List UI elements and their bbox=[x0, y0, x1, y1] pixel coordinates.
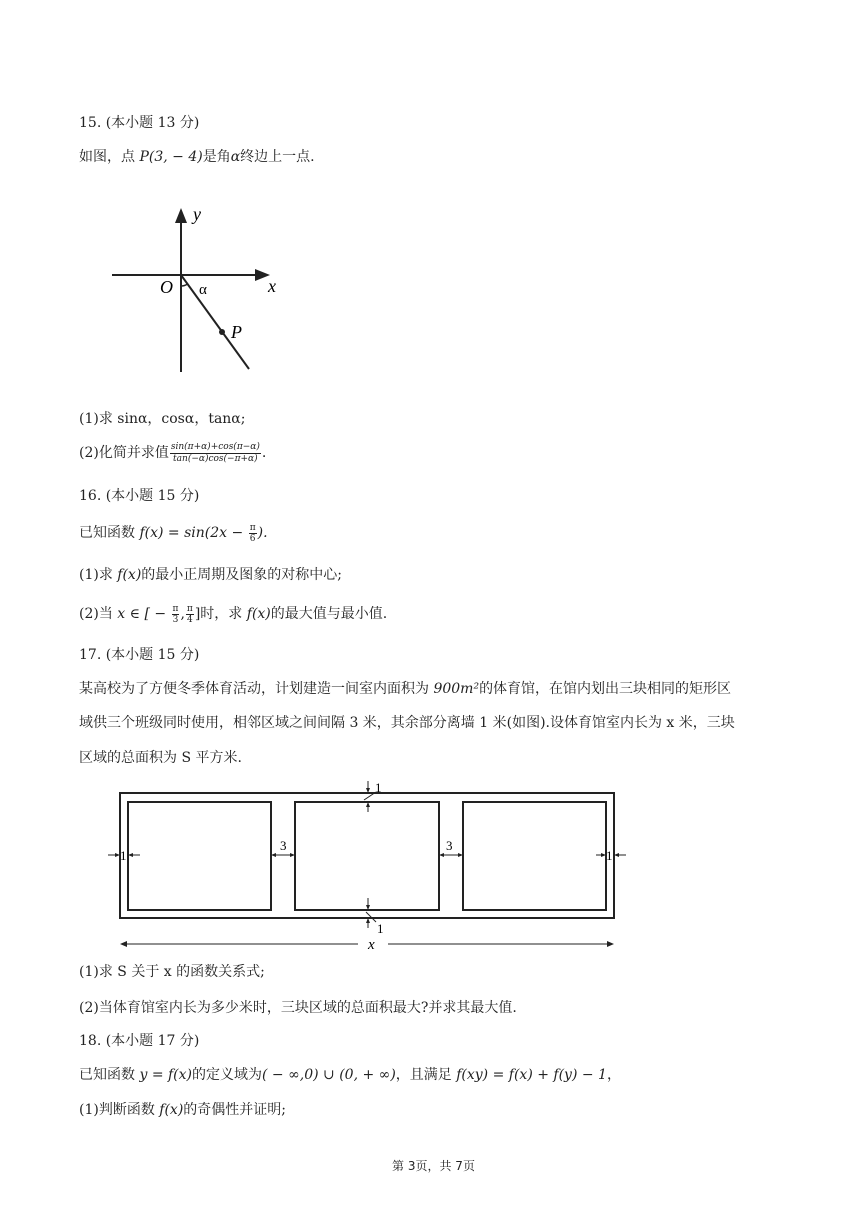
q16-comma: , bbox=[180, 606, 185, 622]
q16-pi-b: π bbox=[186, 603, 193, 614]
q18-intro-eq: f(xy) = f(x) + f(y) − 1 bbox=[456, 1067, 607, 1083]
q18-intro-d: ， bbox=[606, 1067, 621, 1083]
q16-part1-a: (1)求 bbox=[79, 567, 118, 583]
gym-figure bbox=[100, 778, 640, 953]
gym-outer-wall bbox=[120, 793, 614, 918]
q17-header: 17. (本小题 15 分) bbox=[79, 647, 200, 663]
page-footer: 第 3页，共 7页 bbox=[392, 1159, 475, 1173]
q15-intro-point: P(3, − 4) bbox=[139, 149, 203, 165]
length-x-label: x bbox=[368, 937, 375, 953]
q16-part2-func: f(x) bbox=[246, 606, 271, 622]
q16-pi-a: π bbox=[172, 603, 179, 614]
q16-pi-over-3 bbox=[172, 604, 180, 625]
q15-part2-suffix: . bbox=[261, 445, 267, 461]
q18-intro-func: y = f(x) bbox=[139, 1067, 192, 1083]
q16-pi-num: π bbox=[249, 522, 256, 533]
q16-part2-x: x bbox=[117, 606, 126, 622]
q16-part2-a: (2)当 bbox=[79, 606, 118, 622]
area-middle bbox=[295, 802, 439, 910]
q17-line1-area: 900m² bbox=[433, 681, 480, 697]
q16-intro-prefix: 已知函数 bbox=[79, 525, 140, 541]
x-label: x bbox=[268, 276, 276, 296]
q16-part1-b: 的最小正周期及图象的对称中心; bbox=[141, 567, 343, 583]
q16-three: 3 bbox=[172, 614, 179, 625]
q16-part2-c: 的最大值与最小值. bbox=[270, 606, 388, 622]
q16-part2-in: ∈ [ − bbox=[125, 606, 171, 622]
q18-part1-a: (1)判断函数 bbox=[79, 1102, 160, 1118]
q15-fraction bbox=[170, 442, 261, 465]
bottom-margin-label: 1 bbox=[377, 921, 384, 936]
q17-part1: (1)求 S 关于 x 的函数关系式; bbox=[79, 964, 265, 980]
q16-six: 6 bbox=[249, 533, 256, 544]
q16-part1 bbox=[79, 565, 342, 585]
length-head-left bbox=[120, 941, 127, 947]
q15-frac-den: tan(−α)cos(−π+α) bbox=[173, 453, 258, 464]
q18-part1-func: f(x) bbox=[159, 1102, 184, 1118]
right-margin-label: 1 bbox=[606, 848, 613, 863]
q17-line3: 区域的总面积为 S 平方米. bbox=[79, 750, 242, 766]
q18-intro-b: 的定义域为 bbox=[192, 1067, 262, 1083]
q16-intro-eq: = sin(2x − bbox=[163, 525, 248, 541]
q18-intro-a: 已知函数 bbox=[79, 1067, 140, 1083]
q15-part2-prefix: (2)化简并求值 bbox=[79, 445, 169, 461]
q16-intro bbox=[79, 520, 268, 546]
area-right bbox=[463, 802, 606, 910]
y-label: y bbox=[193, 204, 201, 224]
q16-part2-b: ]时，求 bbox=[194, 606, 247, 622]
top-margin-label: 1 bbox=[375, 780, 382, 795]
q15-intro bbox=[79, 147, 315, 167]
q15-part2 bbox=[79, 440, 266, 466]
q17-line1 bbox=[79, 679, 731, 699]
q16-pi-over-4 bbox=[186, 604, 194, 625]
q18-intro bbox=[79, 1065, 621, 1085]
area-left bbox=[128, 802, 271, 910]
q15-intro-c: 终边上一点. bbox=[240, 149, 315, 165]
q18-intro-domain: ( − ∞,0) ∪ (0, + ∞) bbox=[262, 1067, 396, 1083]
q17-line1-b: 的体育馆，在馆内划出三块相同的矩形区 bbox=[479, 681, 732, 697]
q16-part2 bbox=[79, 601, 387, 627]
p-label: P bbox=[231, 322, 242, 342]
y-axis-arrow bbox=[175, 208, 187, 223]
gap-right-label: 3 bbox=[446, 838, 453, 853]
left-margin-label: 1 bbox=[120, 848, 127, 863]
gap-left-label: 3 bbox=[280, 838, 287, 853]
q16-header: 16. (本小题 15 分) bbox=[79, 488, 200, 504]
alpha-label: α bbox=[199, 282, 207, 298]
q16-intro-func: f(x) bbox=[139, 525, 164, 541]
q15-header: 15. (本小题 13 分) bbox=[79, 115, 200, 131]
q16-pi-over-6 bbox=[249, 523, 257, 544]
q16-intro-close: ). bbox=[257, 525, 268, 541]
q18-header: 18. (本小题 17 分) bbox=[79, 1033, 200, 1049]
q18-intro-c: ，且满足 bbox=[395, 1067, 457, 1083]
q15-frac-num: sin(π+α)+cos(π−α) bbox=[170, 441, 260, 452]
q18-part1 bbox=[79, 1100, 286, 1120]
q15-part1: (1)求 sinα，cosα，tanα; bbox=[79, 411, 246, 427]
point-p-dot bbox=[219, 329, 225, 335]
q15-intro-alpha: α bbox=[230, 149, 241, 165]
q17-line2: 域供三个班级同时使用，相邻区域之间间隔 3 米，其余部分离墙 1 米(如图).设体育馆室内长为 x 米，三块 bbox=[79, 715, 735, 731]
q17-line1-a: 某高校为了方便冬季体育活动，计划建造一间室内面积为 bbox=[79, 681, 434, 697]
q16-part1-func: f(x) bbox=[117, 567, 142, 583]
origin-label: O bbox=[160, 277, 173, 297]
q18-part1-b: 的奇偶性并证明; bbox=[183, 1102, 287, 1118]
angle-figure bbox=[100, 200, 300, 380]
q15-intro-a: 如图，点 bbox=[79, 149, 140, 165]
q17-part2: (2)当体育馆室内长为多少米时，三块区域的总面积最大?并求其最大值. bbox=[79, 1000, 517, 1016]
q15-intro-b: 是角 bbox=[202, 149, 231, 165]
q16-four: 4 bbox=[187, 614, 193, 625]
length-head-right bbox=[607, 941, 614, 947]
